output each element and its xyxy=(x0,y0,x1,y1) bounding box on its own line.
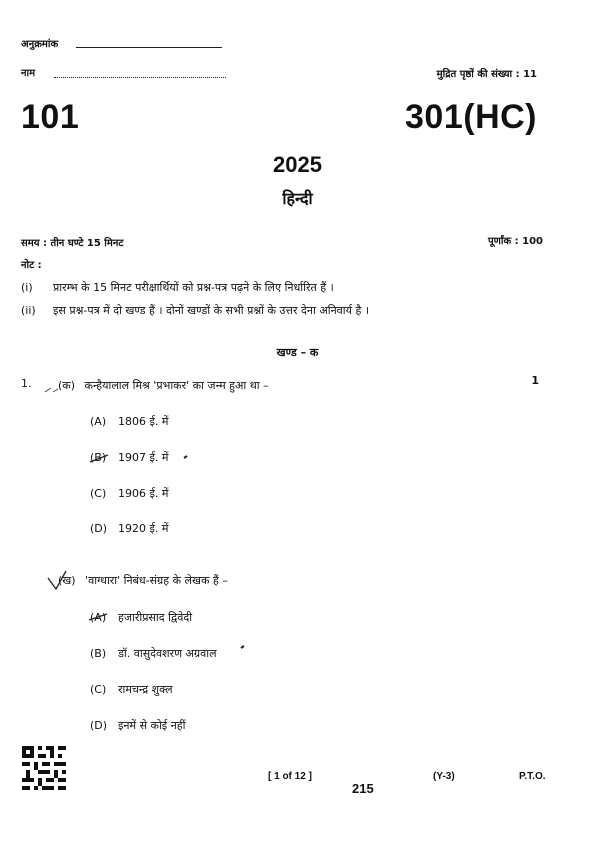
option-key: (B) xyxy=(90,647,107,660)
note-number: (ii) xyxy=(21,304,36,317)
option-key: (A) xyxy=(90,415,107,428)
paper-set-code: (Y-3) xyxy=(433,771,455,782)
option-key: (B) xyxy=(90,451,107,464)
question-number: 1. xyxy=(21,377,32,390)
option-text: डॉ. वासुदेवशरण अग्रवाल xyxy=(118,647,217,660)
subject-title: हिन्दी xyxy=(282,189,313,208)
option-text: 1907 ई. में xyxy=(118,451,169,464)
option-text: 1920 ई. में xyxy=(118,522,169,535)
qr-code xyxy=(22,746,66,790)
option-key: (D) xyxy=(90,719,108,732)
option-text: रामचन्द्र शुक्ल xyxy=(118,683,173,696)
part-label: (ख) xyxy=(58,574,76,587)
option-key: (D) xyxy=(90,522,108,535)
option-key: (C) xyxy=(90,487,107,500)
part-text: कन्हैयालाल मिश्र 'प्रभाकर' का जन्म हुआ था – xyxy=(84,379,269,392)
option-text: 1906 ई. में xyxy=(118,487,169,500)
option-text: इनमें से कोई नहीं xyxy=(118,719,186,732)
note-label: नोट : xyxy=(21,260,42,271)
option-key: (C) xyxy=(90,683,107,696)
note-text: प्रारम्भ के 15 मिनट परीक्षार्थियों को प्रश्न-पत्र पढ़ने के लिए निर्धारित हैं । xyxy=(53,281,334,294)
please-turn-over: P.T.O. xyxy=(519,771,546,782)
roll-number-label: अनुक्रमांक xyxy=(21,39,59,50)
page-number: [ 1 of 12 ] xyxy=(268,771,312,782)
option-text: हजारीप्रसाद द्विवेदी xyxy=(118,611,193,624)
note-text: इस प्रश्न-पत्र में दो खण्ड हैं । दोनों खण्डों के सभी प्रश्नों के उत्तर देना अनिवार्य है । xyxy=(53,304,370,317)
question-marks: 1 xyxy=(531,374,539,387)
paper-code-right: 301(HC) xyxy=(405,98,537,136)
part-text: 'वाग्धारा' निबंध-संग्रह के लेखक हैं – xyxy=(85,574,228,587)
exam-year: 2025 xyxy=(273,152,322,177)
section-title: खण्ड – क xyxy=(276,346,319,359)
max-marks: पूर्णांक : 100 xyxy=(487,236,543,247)
time-allowed: समय : तीन घण्टे 15 मिनट xyxy=(21,238,124,249)
note-number: (i) xyxy=(21,281,33,294)
option-key: (A) xyxy=(90,611,107,624)
name-label: नाम xyxy=(21,68,36,79)
handwritten-number: 215 xyxy=(352,781,374,796)
part-label: (क) xyxy=(58,379,76,392)
option-text: 1806 ई. में xyxy=(118,415,169,428)
printed-pages-count: मुद्रित पृष्ठों की संख्या : 11 xyxy=(436,69,537,80)
paper-code-left: 101 xyxy=(21,98,80,136)
